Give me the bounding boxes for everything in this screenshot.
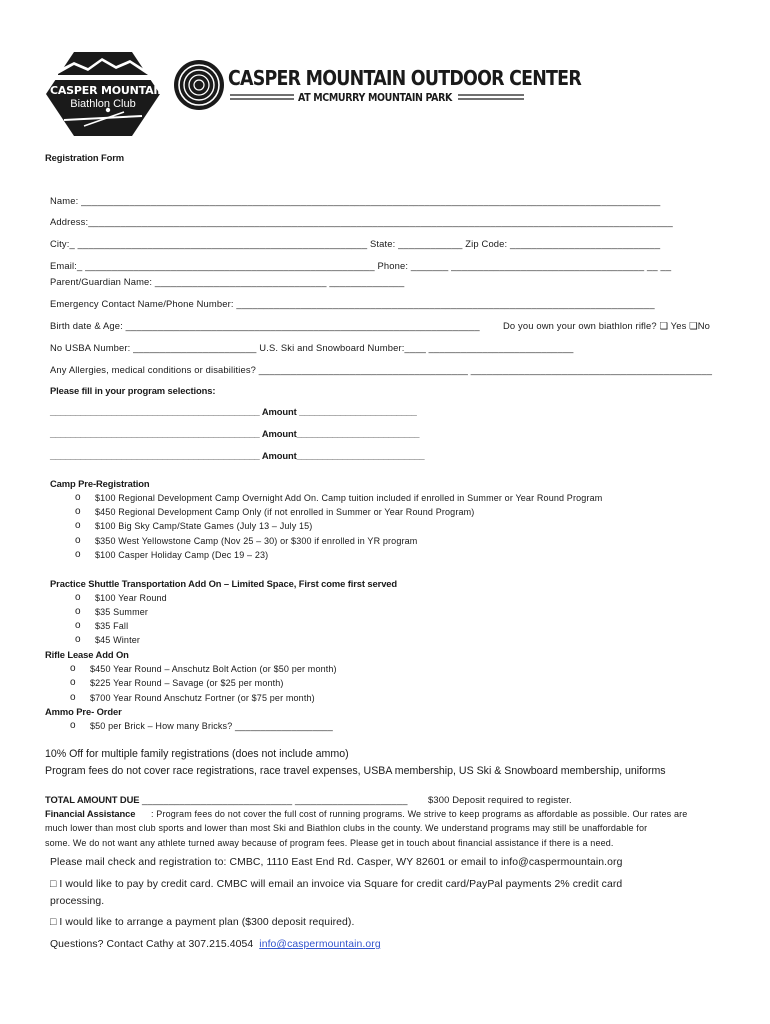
payment-plan-option[interactable]: □ I would like to arrange a payment plan ($300 deposit required).: [50, 917, 355, 928]
list-item[interactable]: $100 Regional Development Camp Overnight Add On. Camp tuition included if enrolled in Summer or Year Round Program: [95, 493, 603, 503]
list-bullet: o: [75, 620, 81, 631]
list-item[interactable]: $35 Fall: [95, 621, 129, 631]
club-logo-line1: CASPER MOUNTAIN: [50, 84, 167, 97]
parent-guardian-field[interactable]: Parent/Guardian Name: ________________________________ ______________: [50, 276, 405, 287]
allergies-field[interactable]: Any Allergies, medical conditions or disabilities? _______________________________________ _____________________________________________: [50, 364, 713, 375]
financial-assistance-text: some. We do not want any athlete turned away because of program fees. Please get in touch about financial assistance if there is a need.: [45, 838, 614, 848]
financial-assistance-text: : Program fees do not cover the full cost of running programs. We strive to keep programs as affordable as possible. Our rates are: [151, 809, 688, 819]
list-bullet: o: [75, 535, 81, 546]
program-row[interactable]: _________________________________________ Amount _______________________: [50, 406, 417, 417]
address-field[interactable]: Address:_____________________________________________________________________________________________________________: [50, 216, 673, 227]
center-logo-line2: AT MCMURRY MOUNTAIN PARK: [298, 92, 452, 104]
mail-instructions: Please mail check and registration to: CMBC, 1110 East End Rd. Casper, WY 82601 or email to info@caspermountain.org: [50, 857, 623, 868]
list-item[interactable]: $350 West Yellowstone Camp (Nov 25 – 30) or $300 if enrolled in YR program: [95, 536, 418, 546]
camp-heading: Camp Pre-Registration: [50, 478, 150, 489]
financial-assistance-text: much lower than most club sports and lower than most Ski and Biathlon clubs in the county. We understand programs may still be unaffordable for: [45, 823, 648, 833]
list-bullet: o: [75, 606, 81, 617]
shuttle-heading: Practice Shuttle Transportation Add On – Limited Space, First come first served: [50, 578, 398, 589]
credit-card-option-cont: processing.: [50, 896, 105, 907]
list-bullet: o: [70, 663, 76, 674]
financial-assistance-label: Financial Assistance: [45, 808, 136, 819]
program-heading: Please fill in your program selections:: [50, 385, 216, 396]
total-amount-label: TOTAL AMOUNT DUE: [45, 794, 140, 805]
program-row[interactable]: _________________________________________ Amount________________________: [50, 428, 420, 439]
list-item[interactable]: $100 Year Round: [95, 593, 167, 603]
center-logo-line1: CASPER MOUNTAIN OUTDOOR CENTER: [228, 66, 581, 90]
club-logo-line2: Biathlon Club: [70, 98, 136, 110]
city-state-zip-field[interactable]: City:_ ______________________________________________________ State: ____________ Zip Code: ____________________________: [50, 238, 661, 249]
rifle-ownership-question[interactable]: Do you own your own biathlon rifle? ❏ Yes ❏No: [503, 320, 711, 331]
list-bullet: o: [75, 549, 81, 560]
list-item[interactable]: $450 Year Round – Anschutz Bolt Action (or $50 per month): [90, 664, 337, 674]
list-bullet: o: [75, 634, 81, 645]
list-bullet: o: [70, 692, 76, 703]
club-logo: [44, 50, 167, 138]
form-title: Registration Form: [45, 152, 125, 163]
list-item[interactable]: $700 Year Round Anschutz Fortner (or $75 per month): [90, 693, 315, 703]
emergency-contact-field[interactable]: Emergency Contact Name/Phone Number: ______________________________________________________________________________: [50, 298, 655, 309]
credit-card-option[interactable]: □ I would like to pay by credit card. CMBC will email an invoice via Square for credit card/PayPal payments 2% credit card: [50, 879, 623, 890]
questions-text: Questions? Contact Cathy at 307.215.4054: [50, 939, 254, 950]
email-phone-field[interactable]: Email:_ ______________________________________________________ Phone: _______ ____________________________________ __ __: [50, 260, 672, 271]
list-bullet: o: [75, 520, 81, 531]
name-field[interactable]: Name: ____________________________________________________________________________________________________________: [50, 195, 661, 206]
usba-ski-number-field[interactable]: No USBA Number: _______________________ U.S. Ski and Snowboard Number:____ ___________________________: [50, 342, 574, 353]
list-item[interactable]: $50 per Brick – How many Bricks? ___________________: [90, 721, 333, 731]
ammo-heading: Ammo Pre- Order: [45, 706, 122, 717]
fees-note: Program fees do not cover race registrations, race travel expenses, USBA membership, US Ski & Snowboard membership, uniforms: [45, 765, 666, 777]
contact-email-link[interactable]: info@caspermountain.org: [259, 939, 381, 950]
tree-ring-icon: [172, 58, 226, 112]
list-item[interactable]: $45 Winter: [95, 635, 141, 645]
list-item[interactable]: $35 Summer: [95, 607, 149, 617]
questions-contact: [50, 939, 381, 950]
list-bullet: o: [75, 592, 81, 603]
list-item[interactable]: $100 Casper Holiday Camp (Dec 19 – 23): [95, 550, 269, 560]
discount-note: 10% Off for multiple family registrations (does not include ammo): [45, 748, 349, 760]
rifle-lease-heading: Rifle Lease Add On: [45, 649, 129, 660]
deposit-note: $300 Deposit required to register.: [428, 794, 572, 805]
list-bullet: o: [70, 677, 76, 688]
list-bullet: o: [70, 720, 76, 731]
list-item[interactable]: $225 Year Round – Savage (or $25 per month): [90, 678, 284, 688]
list-bullet: o: [75, 506, 81, 517]
birth-date-field[interactable]: Birth date & Age: __________________________________________________________________: [50, 320, 480, 331]
list-item[interactable]: $450 Regional Development Camp Only (if not enrolled in Summer or Year Round Program): [95, 507, 475, 517]
outdoor-center-logo: [172, 58, 581, 112]
program-row[interactable]: _________________________________________ Amount_________________________: [50, 450, 425, 461]
list-bullet: o: [75, 492, 81, 503]
list-item[interactable]: $100 Big Sky Camp/State Games (July 13 – July 15): [95, 521, 313, 531]
total-amount-field[interactable]: ____________________________ _____________________: [142, 794, 408, 805]
